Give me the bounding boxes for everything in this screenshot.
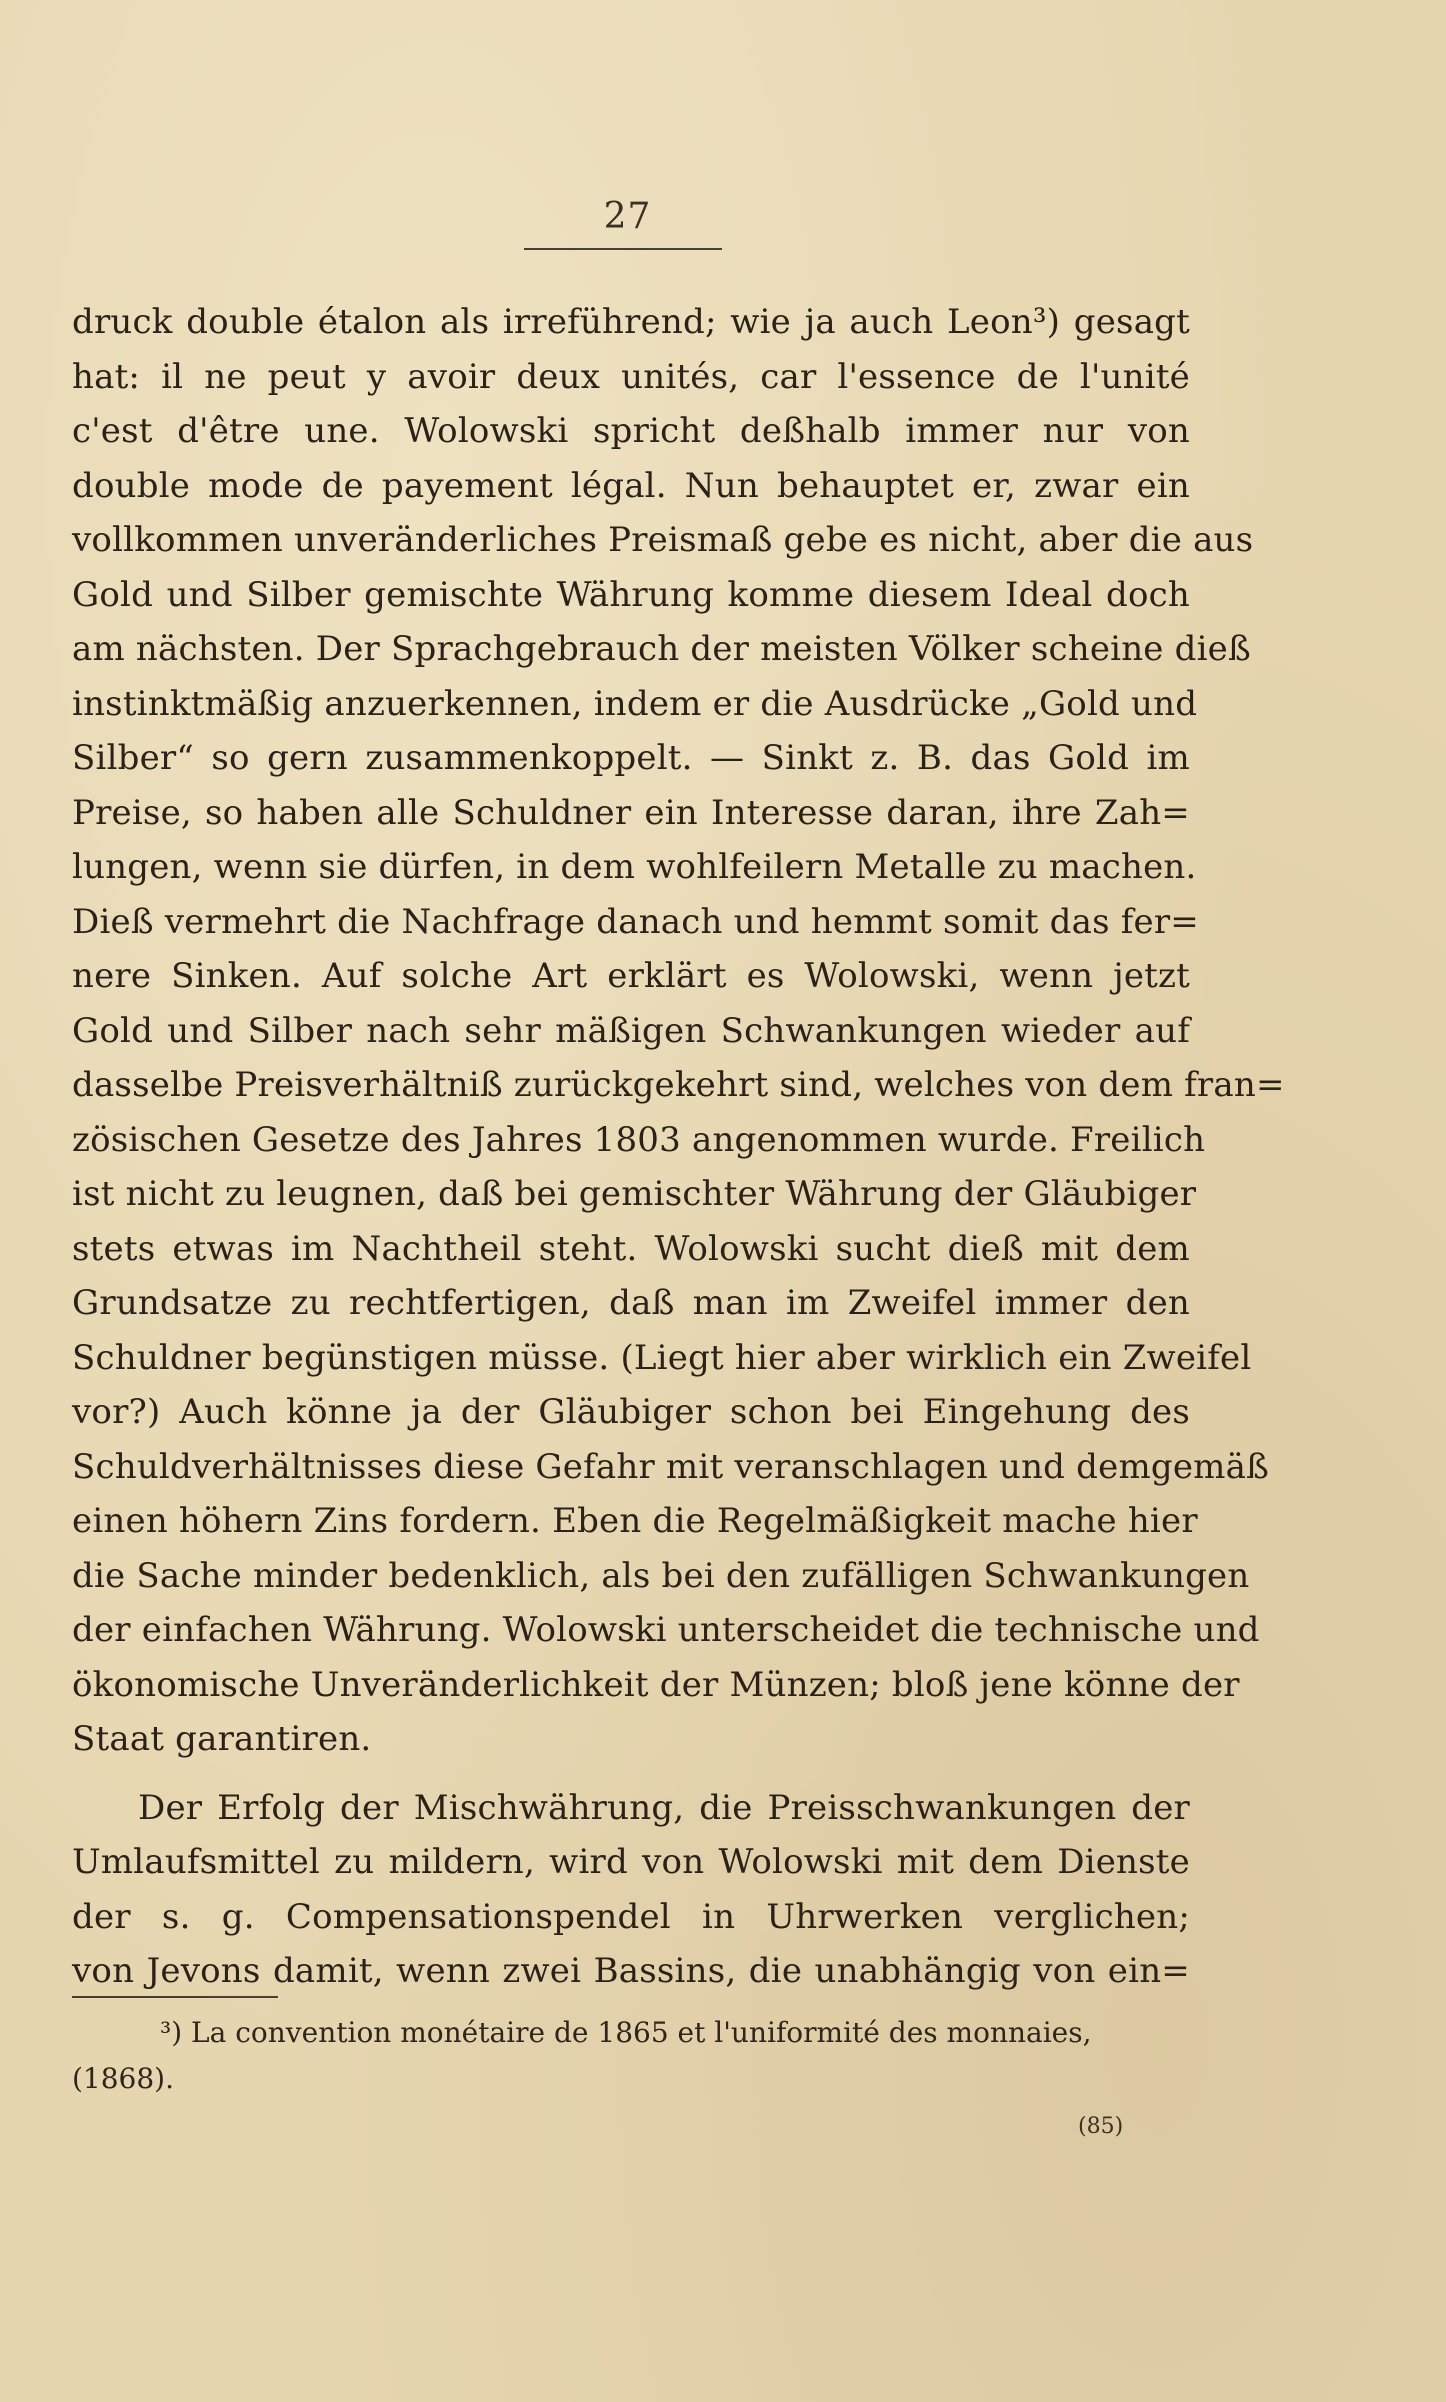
text-line: der einfachen Währung. Wolowski unterscheidet die technische und [72,1610,1260,1650]
text-line: am nächsten. Der Sprachgebrauch der meisten Völker scheine dieß [72,629,1251,669]
footnote-line: ³) La convention monétaire de 1865 et l'uniformité des monnaies, [160,2016,1092,2049]
text-line: der s. g. Compensationspendel in Uhrwerken verglichen; [72,1896,1190,1937]
text-line: ökonomische Unveränderlichkeit der Münzen; bloß jene könne der [72,1664,1240,1705]
text-line: vollkommen unveränderliches Preismaß gebe es nicht, aber die aus [72,520,1254,560]
text-line: hat: il ne peut y avoir deux unités, car l'essence de l'unité [72,356,1190,397]
text-line: ist nicht zu leugnen, daß bei gemischter Währung der Gläubiger [72,1174,1197,1214]
text-line: zösischen Gesetze des Jahres 1803 angenommen wurde. Freilich [72,1119,1206,1160]
text-line: Schuldner begünstigen müsse. (Liegt hier aber wirklich ein Zweifel [72,1337,1252,1378]
printer-signature: (85) [1078,2114,1124,2139]
text-line: Der Erfolg der Mischwährung, die Preisschwankungen der [138,1787,1190,1828]
header-rule [524,248,722,250]
text-line: Schuldverhältnisses diese Gefahr mit veranschlagen und demgemäß [72,1446,1269,1487]
text-line: von Jevons damit, wenn zwei Bassins, die unabhängig von ein= [72,1951,1190,1991]
text-line: nere Sinken. Auf solche Art erklärt es Wolowski, wenn jetzt [72,956,1190,996]
footnote-rule [72,1996,278,1998]
text-line: Gold und Silber gemischte Währung komme diesem Ideal doch [72,574,1190,615]
text-line: vor?) Auch könne ja der Gläubiger schon bei Eingehung des [72,1392,1190,1432]
paragraph-gap [72,1767,1190,1781]
text-line: Gold und Silber nach sehr mäßigen Schwankungen wieder auf [72,1010,1190,1051]
text-line: die Sache minder bedenklich, als bei den zufälligen Schwankungen [72,1555,1250,1596]
text-line: lungen, wenn sie dürfen, in dem wohlfeilern Metalle zu machen. [72,847,1197,887]
text-line: dasselbe Preisverhältniß zurückgekehrt sind, welches von dem fran= [72,1065,1285,1105]
footnote [72,2010,1190,2102]
footnote-line: (1868). [72,2062,175,2095]
text-line: druck double étalon als irreführend; wie ja auch Leon³) gesagt [72,302,1190,342]
text-line: c'est d'être une. Wolowski spricht deßhalb immer nur von [72,411,1190,451]
text-line: Umlaufsmittel zu mildern, wird von Wolowski mit dem Dienste [72,1842,1190,1882]
text-line: Silber“ so gern zusammenkoppelt. — Sinkt z. B. das Gold im [72,738,1190,778]
page-number: 27 [603,196,652,237]
text-line: Dieß vermehrt die Nachfrage danach und hemmt somit das fer= [72,901,1199,942]
text-line: Grundsatze zu rechtfertigen, daß man im Zweifel immer den [72,1283,1190,1323]
body-text [72,295,1285,1999]
text-line: Preise, so haben alle Schuldner ein Interesse daran, ihre Zah= [72,792,1190,833]
text-line: double mode de payement légal. Nun behauptet er, zwar ein [72,465,1190,506]
text-line: instinktmäßig anzuerkennen, indem er die Ausdrücke „Gold und [72,683,1198,724]
text-line: Staat garantiren. [72,1719,372,1759]
text-line: stets etwas im Nachtheil steht. Wolowski sucht dieß mit dem [72,1228,1190,1269]
text-line: einen höhern Zins fordern. Eben die Regelmäßigkeit mache hier [72,1501,1198,1541]
